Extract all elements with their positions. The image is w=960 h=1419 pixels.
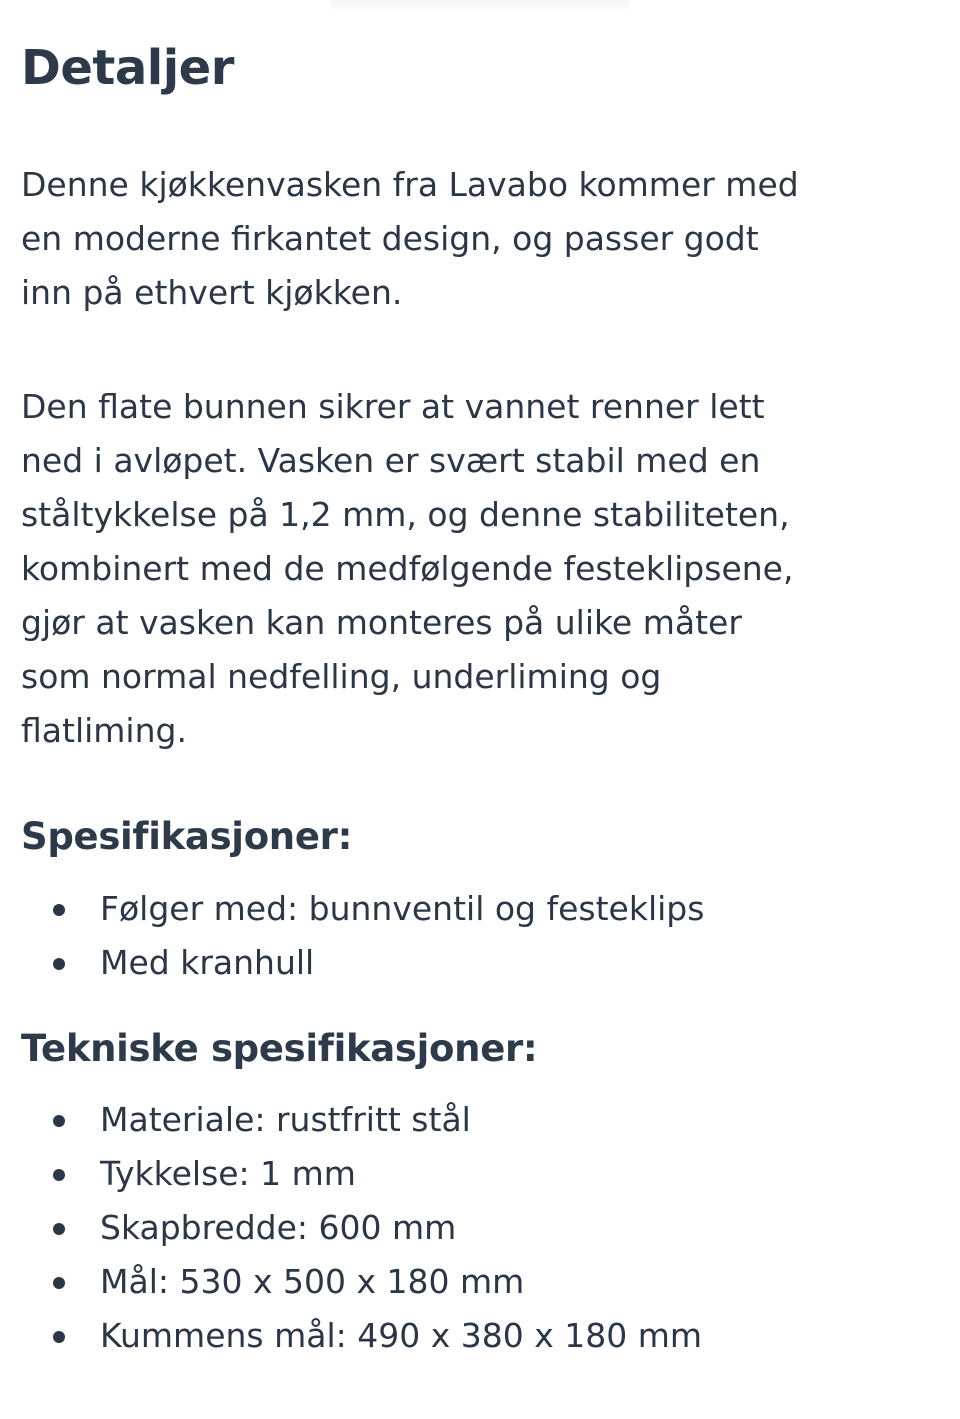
bullet-icon [53, 1223, 65, 1235]
top-shadow [330, 0, 630, 14]
description-paragraph-2 [21, 380, 793, 758]
text-line: ned i avløpet. Vasken er svært stabil med en [21, 441, 761, 480]
text-line: flatliming. [21, 711, 187, 750]
tech-specs-list [0, 1093, 702, 1363]
bullet-icon [53, 1331, 65, 1343]
description-paragraph-1 [21, 158, 799, 320]
tech-specs-heading: Tekniske spesifikasjoner: [21, 1027, 538, 1070]
list-item-text: Skapbredde: 600 mm [100, 1208, 457, 1247]
list-item [0, 1147, 702, 1201]
list-item-text: Med kranhull [100, 943, 315, 982]
text-line: gjør at vasken kan monteres på ulike måter [21, 603, 742, 642]
list-item [0, 1201, 702, 1255]
list-item [0, 882, 704, 936]
list-item-text: Tykkelse: 1 mm [100, 1154, 356, 1193]
text-line: Denne kjøkkenvasken fra Lavabo kommer med [21, 165, 799, 204]
list-item [0, 936, 704, 990]
text-line: inn på ethvert kjøkken. [21, 273, 403, 312]
page-title: Detaljer [21, 40, 234, 96]
list-item [0, 1309, 702, 1363]
text-line: Den flate bunnen sikrer at vannet renner lett [21, 387, 765, 426]
bullet-icon [53, 1115, 65, 1127]
text-line: som normal nedfelling, underliming og [21, 657, 662, 696]
list-item-text: Følger med: bunnventil og festeklips [100, 889, 705, 928]
bullet-icon [53, 958, 65, 970]
list-item-text: Materiale: rustfritt stål [100, 1100, 471, 1139]
specs-heading: Spesifikasjoner: [21, 815, 353, 858]
list-item [0, 1255, 702, 1309]
bullet-icon [53, 904, 65, 916]
specs-list [0, 882, 704, 990]
list-item-text: Kummens mål: 490 x 380 x 180 mm [100, 1316, 703, 1355]
text-line: ståltykkelse på 1,2 mm, og denne stabiliteten, [21, 495, 790, 534]
bullet-icon [53, 1277, 65, 1289]
text-line: kombinert med de medfølgende festeklipsene, [21, 549, 794, 588]
list-item [0, 1093, 702, 1147]
list-item-text: Mål: 530 x 500 x 180 mm [100, 1262, 525, 1301]
bullet-icon [53, 1169, 65, 1181]
text-line: en moderne firkantet design, og passer godt [21, 219, 759, 258]
